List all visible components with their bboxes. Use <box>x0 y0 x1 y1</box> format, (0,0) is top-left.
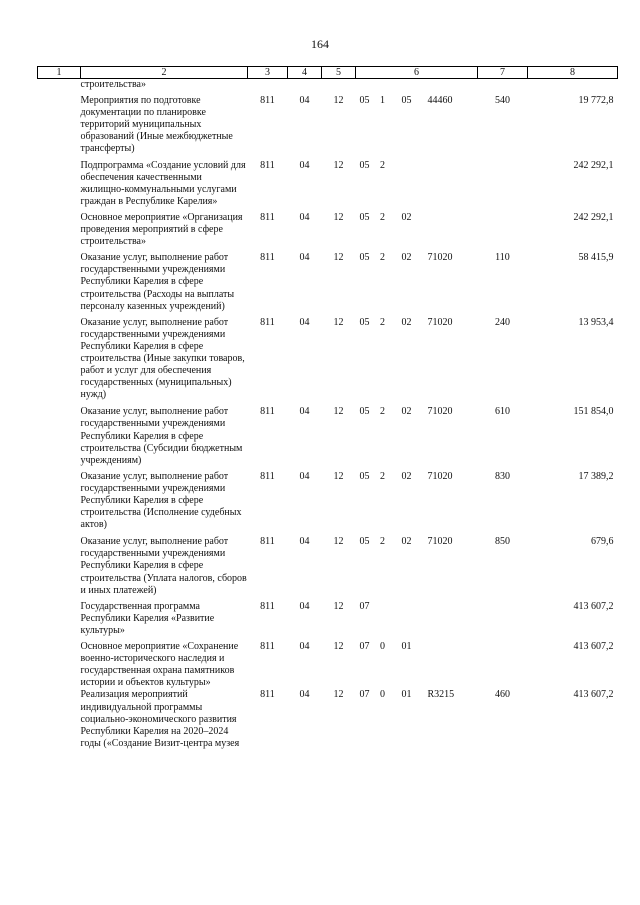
amount-cell: 58 415,9 <box>578 252 614 264</box>
subprogram-code: 2 <box>380 406 385 418</box>
item-name-cell: Оказание услуг, выполнение работ государственными учреждениями Республики Карелия в сфере строительства (Иные закупки товаров, работ и услуг для обеспечения государственных (муниципальных) нужд) <box>80 316 245 401</box>
amount-cell: 242 292,1 <box>573 159 614 171</box>
direction-code: 71020 <box>427 252 453 264</box>
expense-type-cell: 110 <box>495 252 510 264</box>
target-article-cell <box>356 597 478 637</box>
event-code <box>392 160 422 172</box>
item-name-cell: Оказание услуг, выполнение работ государственными учреждениями Республики Карелия в сфере строительства (Исполнение судебных актов) <box>80 470 242 531</box>
subsection-code-cell: 12 <box>333 95 344 107</box>
expense-type-cell: 830 <box>495 470 510 482</box>
table-row <box>38 531 618 596</box>
header-cell: 3 <box>248 67 288 79</box>
target-article-cell <box>356 156 478 208</box>
direction-code: 71020 <box>427 536 453 548</box>
subprogram-code <box>374 601 392 613</box>
section-code-cell: 04 <box>299 406 310 418</box>
subsection-code-cell: 12 <box>333 316 344 328</box>
table-row <box>38 248 618 312</box>
table-row <box>38 637 618 689</box>
row-number-cell <box>38 467 81 531</box>
subsection-code-cell <box>322 79 356 92</box>
direction-code: R3215 <box>427 689 455 701</box>
admin-code-cell <box>248 79 288 92</box>
item-name-cell: Основное мероприятие «Сохранение военно-исторического наследия и государственная охрана памятников истории и объектов культуры» <box>80 641 239 689</box>
subsection-code-cell: 12 <box>333 536 344 548</box>
row-number-cell <box>38 208 81 248</box>
section-code-cell: 04 <box>299 159 310 171</box>
table-row <box>38 208 618 248</box>
expense-type-cell <box>478 156 528 208</box>
table-row <box>38 91 618 155</box>
row-number-cell <box>38 401 81 466</box>
event-code: 02 <box>401 536 412 548</box>
direction-code <box>422 212 478 224</box>
item-name-cell: Государственная программа Республики Карелия «Развитие культуры» <box>80 600 215 636</box>
admin-code-cell: 811 <box>260 211 275 223</box>
section-code-cell <box>288 79 322 92</box>
admin-code-cell: 811 <box>260 159 275 171</box>
page-number: 164 <box>311 37 329 51</box>
admin-code-cell: 811 <box>260 600 275 612</box>
target-article-cell <box>356 208 478 248</box>
item-name-cell: Основное мероприятие «Организация проведения мероприятий в сфере строительства» <box>80 211 243 248</box>
subprogram-code: 2 <box>380 252 385 264</box>
expense-type-cell: 850 <box>495 536 510 548</box>
event-code: 01 <box>401 689 412 701</box>
admin-code-cell: 811 <box>260 689 275 701</box>
amount-cell: 151 854,0 <box>573 406 614 418</box>
expense-type-cell <box>478 79 528 92</box>
amount-cell: 679,6 <box>591 536 614 548</box>
admin-code-cell: 811 <box>260 252 275 264</box>
admin-code-cell: 811 <box>260 406 275 418</box>
program-code: 05 <box>359 95 370 107</box>
amount-cell <box>528 79 618 92</box>
subsection-code-cell: 12 <box>333 252 344 264</box>
admin-code-cell: 811 <box>260 95 275 107</box>
subsection-code-cell: 12 <box>333 159 344 171</box>
row-number-cell <box>38 248 81 312</box>
section-code-cell: 04 <box>299 536 310 548</box>
table-row <box>38 313 618 402</box>
header-cell: 2 <box>81 67 248 79</box>
row-number-cell <box>38 597 81 637</box>
section-code-cell: 04 <box>299 689 310 701</box>
subprogram-code: 1 <box>380 95 385 107</box>
expense-type-cell: 460 <box>495 689 510 701</box>
program-code: 07 <box>359 641 370 653</box>
row-number-cell <box>38 91 81 155</box>
subprogram-code: 0 <box>380 641 385 653</box>
subsection-code-cell: 12 <box>333 689 344 701</box>
program-code: 05 <box>359 316 370 328</box>
direction-code <box>422 160 478 172</box>
target-article-cell <box>356 637 478 689</box>
amount-cell: 19 772,8 <box>578 95 614 107</box>
subprogram-code: 2 <box>380 316 385 328</box>
target-article-cell <box>356 689 478 749</box>
header-cell: 7 <box>478 67 528 79</box>
item-name-cell: Мероприятия по подготовке документации по планировке территорий муниципальных образований (Иные межбюджетные трансферты) <box>80 95 233 155</box>
header-cell: 5 <box>322 67 356 79</box>
section-code-cell: 04 <box>299 316 310 328</box>
subsection-code-cell: 12 <box>333 470 344 482</box>
subsection-code-cell: 12 <box>333 641 344 653</box>
subprogram-code: 2 <box>380 159 385 171</box>
item-name-cell: Оказание услуг, выполнение работ государственными учреждениями Республики Карелия в сфере строительства (Субсидии бюджетным учреждениям) <box>80 406 243 466</box>
table-row <box>38 156 618 208</box>
section-code-cell: 04 <box>299 600 310 612</box>
event-code: 02 <box>401 406 412 418</box>
budget-table <box>37 66 618 750</box>
table-row <box>38 597 618 637</box>
subsection-code-cell: 12 <box>333 211 344 223</box>
event-code: 02 <box>401 252 412 264</box>
row-number-cell <box>38 313 81 402</box>
event-code <box>392 601 422 613</box>
target-article-cell <box>356 313 478 402</box>
event-code: 02 <box>401 470 412 482</box>
direction-code: 44460 <box>427 95 453 107</box>
section-code-cell: 04 <box>299 470 310 482</box>
admin-code-cell: 811 <box>260 641 275 653</box>
target-article-cell <box>356 79 478 92</box>
program-code: 07 <box>359 600 370 612</box>
admin-code-cell: 811 <box>260 470 275 482</box>
program-code: 07 <box>359 689 370 701</box>
direction-code <box>422 601 478 613</box>
event-code: 05 <box>401 95 412 107</box>
row-number-cell <box>38 531 81 596</box>
subsection-code-cell: 12 <box>333 600 344 612</box>
direction-code: 71020 <box>427 406 453 418</box>
admin-code-cell: 811 <box>260 316 275 328</box>
admin-code-cell: 811 <box>260 536 275 548</box>
row-number-cell <box>38 689 81 749</box>
program-code: 05 <box>359 211 370 223</box>
expense-type-cell: 610 <box>495 406 510 418</box>
subprogram-code: 2 <box>380 470 385 482</box>
event-code: 02 <box>401 316 412 328</box>
table-row <box>38 689 618 749</box>
amount-cell: 17 389,2 <box>578 470 614 482</box>
program-code: 05 <box>359 406 370 418</box>
amount-cell: 13 953,4 <box>578 316 614 328</box>
target-article-cell <box>356 467 478 531</box>
section-code-cell: 04 <box>299 641 310 653</box>
item-name-cell: Оказание услуг, выполнение работ государственными учреждениями Республики Карелия в сфере строительства (Расходы на выплаты персоналу казенных учреждений) <box>80 252 235 312</box>
table-row <box>38 79 618 92</box>
header-row <box>38 67 618 79</box>
amount-cell: 242 292,1 <box>573 211 614 223</box>
header-cell: 1 <box>38 67 81 79</box>
program-code: 05 <box>359 252 370 264</box>
table-row <box>38 401 618 466</box>
row-number-cell <box>38 79 81 92</box>
subprogram-code: 2 <box>380 536 385 548</box>
header-cell: 4 <box>288 67 322 79</box>
target-article-cell <box>356 248 478 312</box>
direction-code: 71020 <box>427 316 453 328</box>
target-article-cell <box>356 401 478 466</box>
event-code: 01 <box>401 641 412 653</box>
item-name-cell: Реализация мероприятий индивидуальной программы социально-экономического развития Республики Карелия на 2020–2024 годы («Создание Визит-центра музея <box>80 689 240 749</box>
direction-code: 71020 <box>427 470 453 482</box>
program-code: 05 <box>359 536 370 548</box>
expense-type-cell <box>478 597 528 637</box>
item-name-cell: Подпрограмма «Создание условий для обеспечения качественными жилищно-коммунальными услугами граждан в Республике Карелия» <box>80 159 246 207</box>
item-name-cell: Оказание услуг, выполнение работ государственными учреждениями Республики Карелия в сфере строительства (Уплата налогов, сборов и иных платежей) <box>80 536 247 596</box>
section-code-cell: 04 <box>299 95 310 107</box>
expense-type-cell <box>478 637 528 689</box>
item-name-cell: строительства» <box>80 79 146 90</box>
section-code-cell: 04 <box>299 211 310 223</box>
target-article-cell <box>356 531 478 596</box>
header-cell: 8 <box>528 67 618 79</box>
row-number-cell <box>38 156 81 208</box>
amount-cell: 413 607,2 <box>573 689 614 701</box>
direction-code <box>422 641 478 653</box>
expense-type-cell: 240 <box>495 316 510 328</box>
program-code: 05 <box>359 159 370 171</box>
amount-cell: 413 607,2 <box>573 641 614 653</box>
program-code: 05 <box>359 470 370 482</box>
target-article-cell <box>356 91 478 155</box>
header-cell: 6 <box>356 67 478 79</box>
subprogram-code: 0 <box>380 689 385 701</box>
expense-type-cell: 540 <box>495 95 510 107</box>
table-body <box>38 79 618 750</box>
section-code-cell: 04 <box>299 252 310 264</box>
subsection-code-cell: 12 <box>333 406 344 418</box>
expense-type-cell <box>478 208 528 248</box>
row-number-cell <box>38 637 81 689</box>
event-code: 02 <box>401 211 412 223</box>
table-row <box>38 467 618 531</box>
amount-cell: 413 607,2 <box>573 600 614 612</box>
subprogram-code: 2 <box>380 211 385 223</box>
